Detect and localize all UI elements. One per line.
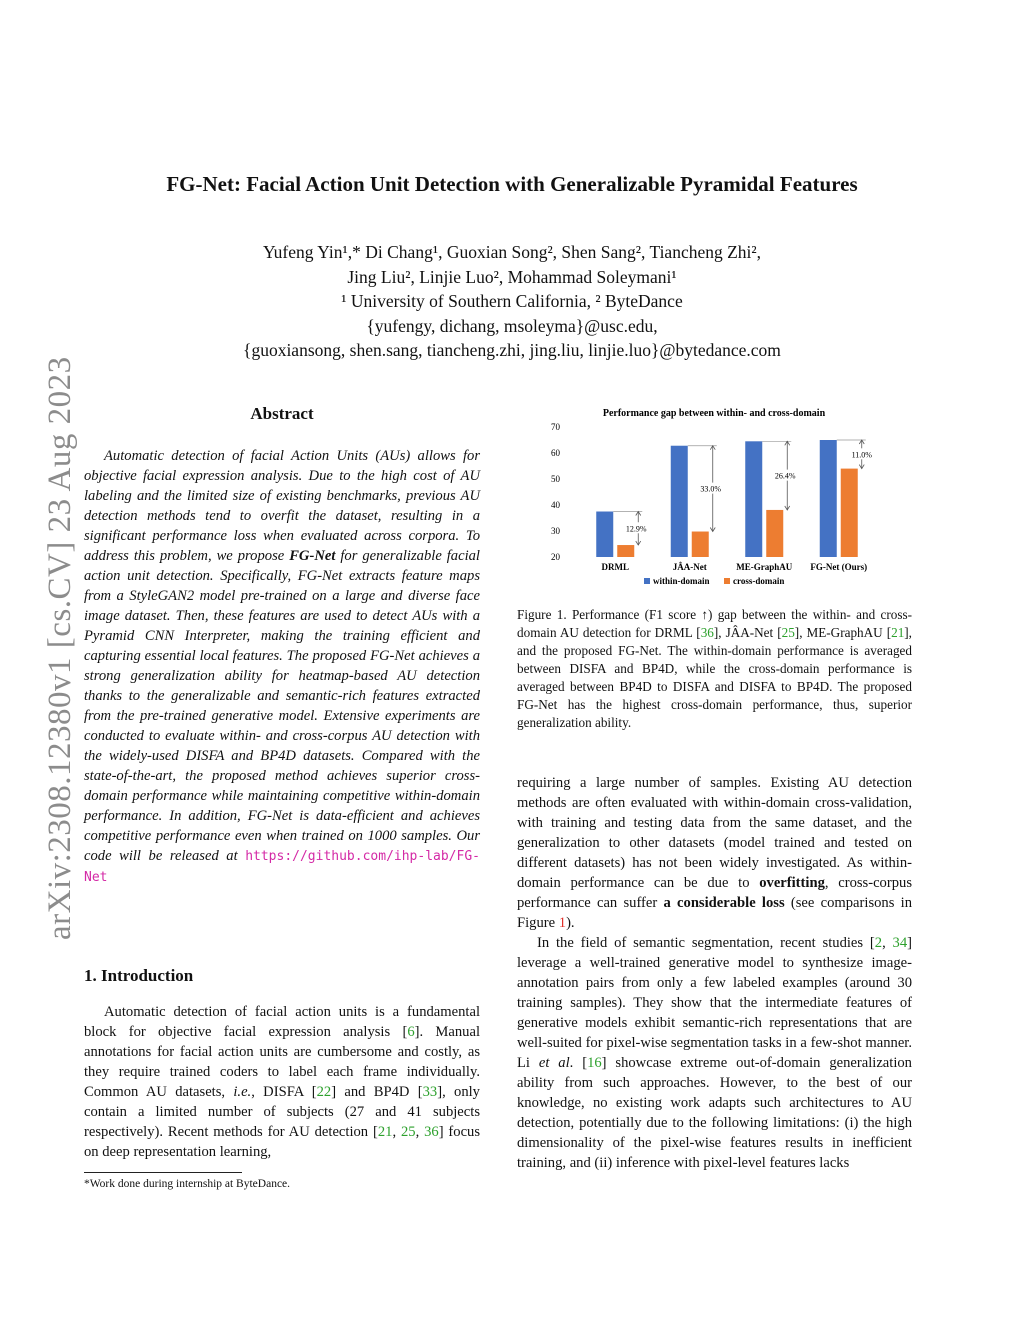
author-line: Yufeng Yin¹,* Di Chang¹, Guoxian Song², Shen Sang², Tiancheng Zhi², — [262, 242, 762, 262]
citation-link[interactable]: 25 — [400, 1124, 416, 1140]
author-line: Jing Liu², Linjie Luo², Mohammad Soleymani¹ — [347, 266, 677, 287]
code-link[interactable]: https://github.com/ihp-lab/FG-Net — [84, 849, 480, 885]
arxiv-id: arXiv:2308.12380v1 [cs.CV] 23 Aug 2023 — [42, 356, 78, 940]
arxiv-stamp — [12, 340, 78, 940]
abstract-paragraph: Automatic detection of facial Action Units (AUs) allows for objective facial expression analysis. Due to the high cost of AU labeling and the limited size of existing benchmarks, previous AU detection methods tend to overfit the dataset, resulting in a significant performance loss when evaluated across corpora. To address this problem, we propose FG-Net for generalizable facial action unit detection. Specifically, FG-Net extracts feature maps from a StyleGAN2 model pre-trained on a large and diverse face image dataset. Then, these features are used to detect AUs with a Pyramid CNN Interpreter, making the training efficient and capturing essential local features. The proposed FG-Net achieves a strong generalization ability for heatmap-based AU detection thanks to the generalizable and semantic-rich features extracted from the pre-trained generative model. Extensive experiments are conducted to evaluate within- and cross-corpus AU detection with the widely-used DISFA and BP4D datasets. Compared with the state-of-the-art, the proposed method achieves superior cross-domain performance while maintaining competitive within-domain performance. In addition, FG-Net is data-efficient and achieves competitive performance even when trained on 1000 samples. Our code will be released at https://github.com/ihp-lab/FG-Net — [84, 448, 480, 885]
bar-within-domain — [745, 441, 762, 557]
y-tick-label: 60 — [551, 448, 560, 458]
bar-cross-domain — [617, 545, 634, 557]
x-tick-label: DRML — [601, 562, 629, 572]
paper-title: FG-Net: Facial Action Unit Detection with Generalizable Pyramidal Features — [166, 172, 858, 196]
y-tick-label: 50 — [551, 474, 560, 484]
figure-ref-link[interactable]: 1 — [558, 915, 567, 931]
citation-link[interactable]: 36 — [424, 1124, 439, 1140]
body-paragraph: In the field of semantic segmentation, recent studies [2, 34] leverage a well-trained generative model to synthesize image-annotation pairs from only a few labeled examples (around 30 training samples). They show that the intermediate features of generative models exhibit semantic-rich representations that are well-suited for pixel-wise segmentation tasks in a few-shot manner. Li et al. [16] showcase extreme out-of-domain generalization ability from such approaches. However, to the best of our knowledge, no existing work adapts such architectures to AU detection, potentially due to the following limitations: (i) the high dimensionality of the pixel-wise features results in inefficient training, and (ii) inference with pixel-level features lacks — [517, 935, 913, 1171]
bar-cross-domain — [766, 510, 783, 557]
citation-link[interactable]: 33 — [422, 1084, 438, 1100]
citation-link[interactable]: 36 — [700, 625, 714, 640]
citation-link[interactable]: 21 — [891, 625, 905, 640]
performance-gap-chart — [538, 402, 918, 602]
y-tick-label: 30 — [551, 526, 560, 536]
bar-cross-domain — [841, 469, 858, 557]
gap-label: 33.0% — [700, 484, 722, 494]
abstract-body — [84, 446, 480, 888]
y-tick-label: 70 — [551, 422, 560, 432]
section-heading-introduction: 1. Introduction — [84, 966, 194, 985]
citation-link[interactable]: 16 — [587, 1055, 602, 1071]
y-tick-label: 20 — [551, 552, 560, 562]
citation-link[interactable]: 34 — [892, 935, 908, 951]
footnote: *Work done during internship at ByteDance. — [84, 1178, 291, 1190]
footnote-rule — [84, 1172, 242, 1173]
affiliation-line: ¹ University of Southern California, ² ByteDance — [341, 291, 683, 311]
intro-paragraph: Automatic detection of facial action units is a fundamental block for objective facial expression analysis [6]. Manual annotations for facial action units are cumbersome and costly, as they require trained coders to label each frame individually. Common AU datasets, i.e., DISFA [22] and BP4D [33], only contain a limited number of subjects (27 and 41 subjects respectively). Recent methods for AU detection [21, 25, 36] focus on deep representation learning, — [84, 1004, 481, 1160]
method-name: FG-Net — [289, 548, 336, 564]
citation-link[interactable]: 2 — [874, 935, 883, 951]
author-block — [0, 240, 1024, 363]
right-column-body — [517, 773, 912, 1173]
bar-within-domain — [671, 446, 688, 557]
legend-label: cross-domain — [733, 576, 785, 586]
citation-link[interactable]: 21 — [377, 1124, 393, 1140]
x-tick-label: JÂA-Net — [672, 562, 707, 572]
email-line: {yufengy, dichang, msoleyma}@usc.edu, — [366, 315, 658, 336]
body-paragraph: requiring a large number of samples. Existing AU detection methods are often evaluated with within-domain cross-validation, with training and testing data from the same dataset, and the generalization to other datasets (model trained and tested on different datasets) has not been widely investigated. As within-domain performance can be due to overfitting, cross-corpus performance can suffer a considerable loss (see comparisons in Figure 1). — [517, 775, 912, 931]
gap-label: 12.9% — [625, 524, 647, 534]
citation-link[interactable]: 25 — [781, 625, 795, 640]
bar-within-domain — [596, 512, 613, 558]
email-line: {guoxiansong, shen.sang, tiancheng.zhi, jing.liu, linjie.luo}@bytedance.com — [243, 340, 781, 360]
abstract-heading: Abstract — [250, 404, 314, 423]
figure-caption: Figure 1. Performance (F1 score ↑) gap between the within- and cross-domain AU detection for DRML [36], JÂA-Net [25], ME-GraphAU [21], and the proposed FG-Net. The within-domain performance is averaged between DISFA and BP4D, while the cross-domain performance is averaged between BP4D to DISFA and DISFA to BP4D. The proposed FG-Net has the highest cross-domain performance, thus, superior generalization ability. — [517, 607, 912, 730]
legend-swatch — [644, 578, 650, 584]
legend-swatch — [724, 578, 730, 584]
gap-label: 11.0% — [851, 450, 872, 460]
y-tick-label: 40 — [551, 500, 560, 510]
bar-cross-domain — [692, 532, 709, 557]
citation-link[interactable]: 22 — [316, 1084, 332, 1100]
gap-label: 26.4% — [774, 471, 796, 481]
chart-title: Performance gap between within- and cross-domain — [602, 408, 826, 419]
x-tick-label: FG-Net (Ours) — [810, 562, 868, 572]
x-tick-label: ME-GraphAU — [736, 562, 793, 572]
citation-link[interactable]: 6 — [407, 1024, 415, 1040]
legend-label: within-domain — [653, 576, 710, 586]
bar-within-domain — [820, 440, 837, 557]
